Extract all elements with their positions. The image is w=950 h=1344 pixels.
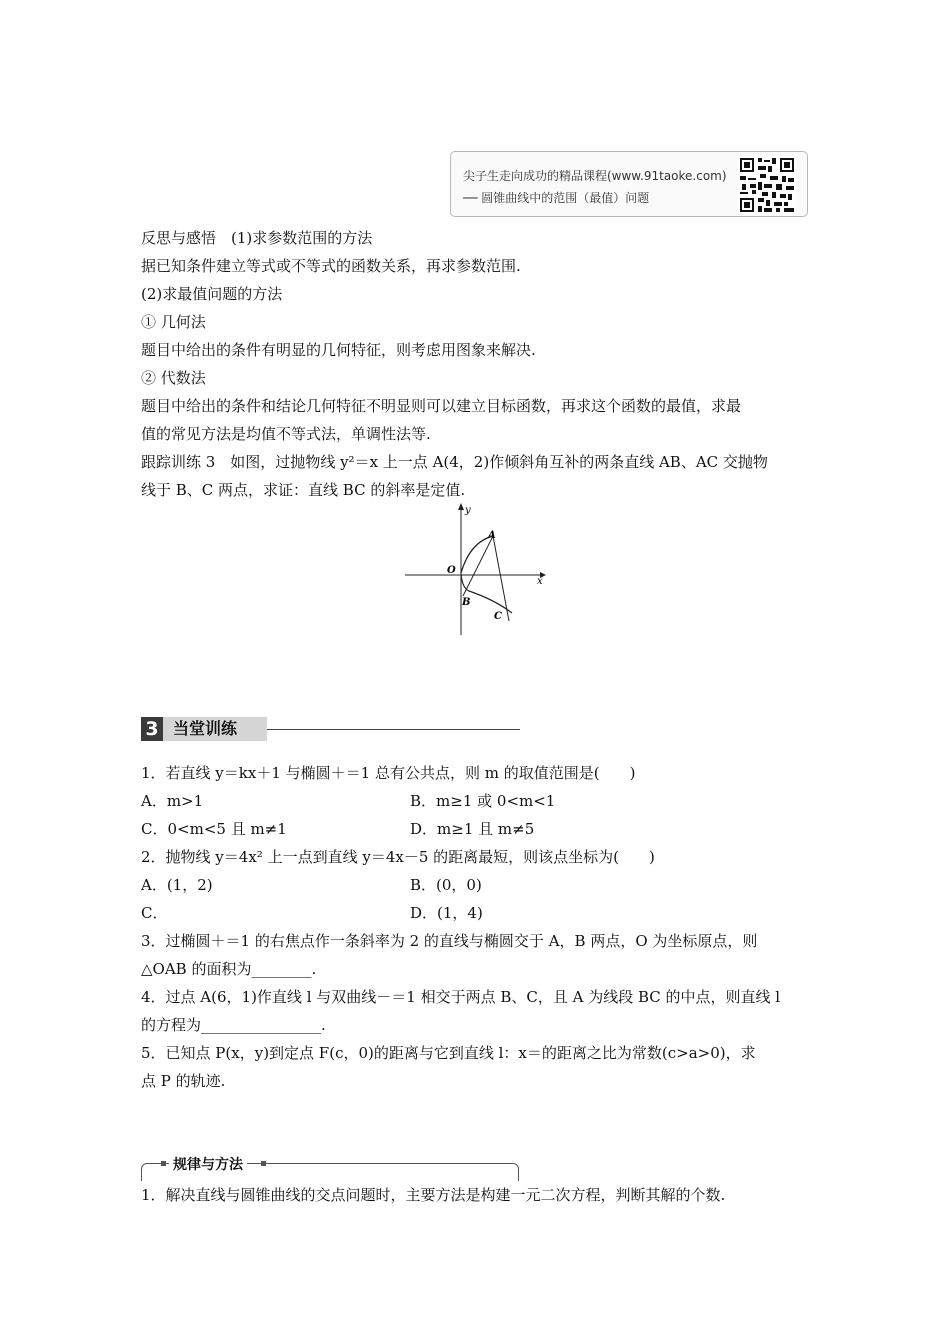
question-3-cont: △OAB 的面积为________. [141, 960, 317, 978]
method-point-1: 1．解决直线与圆锥曲线的交点问题时，主要方法是构建一元二次方程，判断其解的个数. [141, 1186, 726, 1204]
q1-option-c: C．0<m<5 且 m≠1 [141, 820, 287, 838]
q2-option-a: A．(1，2) [141, 876, 213, 894]
section-title: 当堂训练 [163, 717, 267, 741]
line-ab [463, 536, 493, 596]
line-ac [493, 536, 509, 621]
training-problem-cont: 线于 B、C 两点，求证：直线 BC 的斜率是定值. [141, 481, 466, 499]
algebraic-method-text-cont: 值的常见方法是均值不等式法，单调性法等. [141, 425, 431, 443]
q2-option-b: B．(0，0) [410, 876, 482, 894]
question-4-cont: 的方程为________________. [141, 1016, 326, 1034]
q1-option-a: A．m>1 [141, 792, 204, 810]
method-title: 规律与方法 [169, 1154, 247, 1174]
label-x: x [537, 576, 543, 587]
method-box [141, 1157, 519, 1179]
algebraic-method-text: 题目中给出的条件和结论几何特征不明显则可以建立目标函数，再求这个函数的最值，求最 [141, 397, 742, 415]
question-5: 5．已知点 P(x，y)到定点 F(c，0)的距离与它到直线 l：x＝的距离之比为常数(c>a>0)，求 [141, 1044, 756, 1062]
question-3: 3．过椭圆＋＝1 的右焦点作一条斜率为 2 的直线与椭圆交于 A，B 两点，O 为坐标原点，则 [141, 932, 758, 950]
qr-code-icon [737, 156, 797, 214]
banner-topic-line: ── 圆锥曲线中的范围（最值）问题 [463, 191, 650, 205]
algebraic-method-label: ② 代数法 [141, 369, 206, 387]
q1-option-b: B．m≥1 或 0<m<1 [410, 792, 556, 810]
banner-course-line: 尖子生走向成功的精品课程(www.91taoke.com) [463, 169, 727, 183]
parabola-figure [400, 500, 550, 640]
reflection-text: 据已知条件建立等式或不等式的函数关系，再求参数范围. [141, 257, 521, 275]
question-1: 1．若直线 y＝kx＋1 与椭圆＋＝1 总有公共点，则 m 的取值范围是( ) [141, 764, 636, 782]
label-o: O [447, 565, 456, 576]
question-5-cont: 点 P 的轨迹. [141, 1072, 226, 1090]
geometric-method-label: ① 几何法 [141, 313, 206, 331]
method-dot-right-icon [261, 1161, 266, 1166]
y-axis-arrow-icon [458, 503, 464, 510]
q2-option-c: C． [141, 904, 168, 922]
section-divider [267, 729, 520, 730]
geometric-method-text: 题目中给出的条件有明显的几何特征，则考虑用图象来解决. [141, 341, 536, 359]
q2-option-d: D．(1，4) [410, 904, 483, 922]
course-banner [450, 151, 808, 217]
method-dot-left-icon [161, 1161, 166, 1166]
reflection-subheading: (2)求最值问题的方法 [141, 285, 283, 303]
question-2: 2．抛物线 y＝4x² 上一点到直线 y＝4x－5 的距离最短，则该点坐标为( ) [141, 848, 655, 866]
label-b: B [462, 597, 471, 608]
training-problem: 跟踪训练 3 如图，过抛物线 y²＝x 上一点 A(4，2)作倾斜角互补的两条直线 AB、AC 交抛物 [141, 453, 768, 471]
label-y: y [465, 505, 471, 516]
label-c: C [494, 611, 502, 622]
question-4: 4．过点 A(6，1)作直线 l 与双曲线－＝1 相交于两点 B、C，且 A 为线段 BC 的中点，则直线 l [141, 988, 781, 1006]
reflection-heading: 反思与感悟 (1)求参数范围的方法 [141, 229, 373, 247]
label-a: A [488, 530, 496, 541]
section-number: 3 [141, 717, 163, 741]
q1-option-d: D．m≥1 且 m≠5 [410, 820, 535, 838]
